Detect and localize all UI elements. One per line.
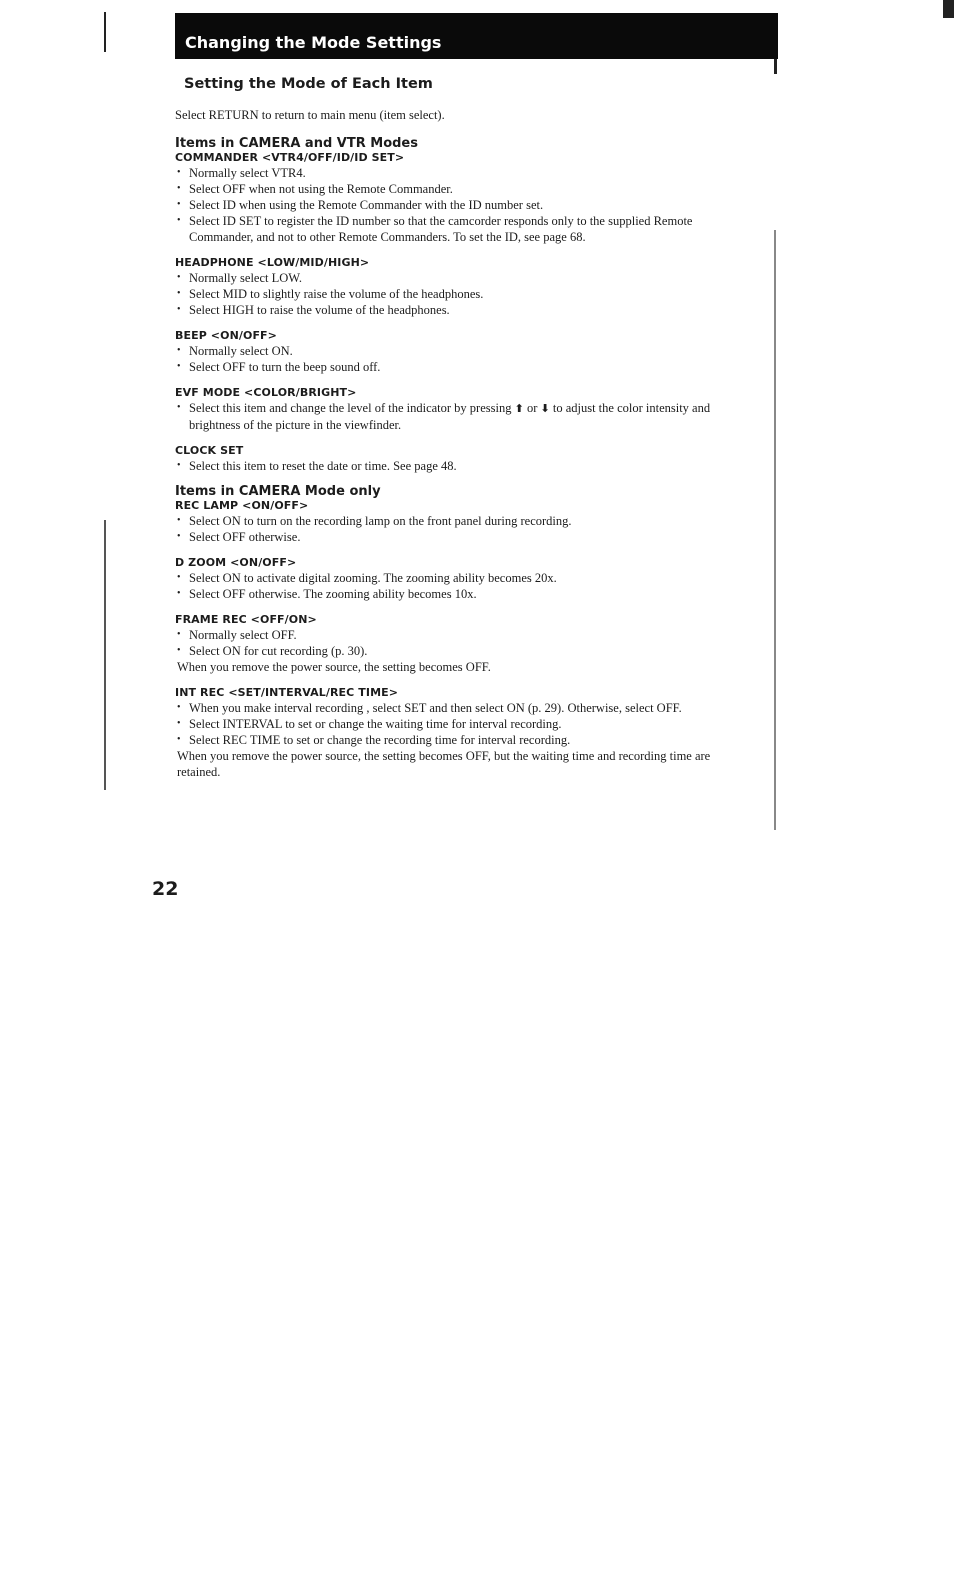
menu-item-frame-rec	[175, 613, 755, 675]
bullet-list	[175, 400, 755, 433]
down-arrow-icon: ⬇	[540, 402, 550, 415]
menu-item-evf-mode	[175, 386, 755, 433]
group-heading: Items in CAMERA Mode only	[175, 484, 381, 499]
bullet-list	[175, 270, 755, 318]
list-item: • Select OFF otherwise. The zooming ability becomes 10x.	[175, 586, 755, 602]
page-title: Changing the Mode Settings	[185, 33, 442, 52]
item-title: EVF MODE <COLOR/BRIGHT>	[175, 386, 357, 399]
main-content	[175, 76, 755, 780]
list-item: • Select ID SET to register the ID number so that the camcorder responds only to the supplied Remote Commander, and not to other Remote Commanders. To set the ID, see page 68.	[175, 213, 755, 245]
list-item: • Normally select OFF.	[175, 627, 755, 643]
bullet-list	[175, 700, 755, 748]
list-item: • Select OFF to turn the beep sound off.	[175, 359, 755, 375]
evf-text-or: or	[526, 401, 538, 415]
item-title: REC LAMP <ON/OFF>	[175, 499, 309, 512]
menu-item-rec-lamp	[175, 499, 755, 545]
bullet-list	[175, 458, 755, 474]
list-item: • Normally select LOW.	[175, 270, 755, 286]
item-title: BEEP <ON/OFF>	[175, 329, 277, 342]
menu-item-int-rec	[175, 686, 755, 780]
item-title: CLOCK SET	[175, 444, 244, 457]
list-item: • Select MID to slightly raise the volume of the headphones.	[175, 286, 755, 302]
scan-edge-mark	[943, 0, 954, 18]
list-item: • Select ON to activate digital zooming. The zooming ability becomes 20x.	[175, 570, 755, 586]
list-item: • Select OFF when not using the Remote Commander.	[175, 181, 755, 197]
list-item: • Select HIGH to raise the volume of the headphones.	[175, 302, 755, 318]
list-item: • Select REC TIME to set or change the recording time for interval recording.	[175, 732, 755, 748]
scan-edge-mark	[104, 12, 106, 52]
list-item	[175, 400, 755, 433]
bullet-list	[175, 627, 755, 659]
item-title: COMMANDER <VTR4/OFF/ID/ID SET>	[175, 151, 405, 164]
header-banner	[175, 13, 778, 59]
evf-text-after: to adjust the color intensity and brightness of the picture in the viewfinder.	[189, 401, 711, 432]
note-text: When you remove the power source, the setting becomes OFF.	[177, 660, 491, 674]
menu-item-d-zoom	[175, 556, 755, 602]
list-item: • Normally select ON.	[175, 343, 755, 359]
up-arrow-icon: ⬆	[514, 402, 524, 415]
page-number: 22	[152, 878, 179, 900]
item-title: INT REC <SET/INTERVAL/REC TIME>	[175, 686, 399, 699]
list-item: • Select ON to turn on the recording lamp on the front panel during recording.	[175, 513, 755, 529]
menu-item-clock-set	[175, 444, 755, 474]
item-title: HEADPHONE <LOW/MID/HIGH>	[175, 256, 370, 269]
menu-item-commander	[175, 151, 755, 245]
scan-edge-mark	[104, 520, 106, 790]
group-heading: Items in CAMERA and VTR Modes	[175, 136, 418, 151]
list-item: • When you make interval recording , select SET and then select ON (p. 29). Otherwise, select OFF.	[175, 700, 755, 716]
bullet-list	[175, 570, 755, 602]
evf-text-before: Select this item and change the level of the indicator by pressing	[189, 401, 512, 415]
note-text: When you remove the power source, the setting becomes OFF, but the waiting time and recording time are retained.	[177, 749, 711, 779]
list-item: • Select this item to reset the date or time. See page 48.	[175, 458, 755, 474]
list-item: • Select INTERVAL to set or change the waiting time for interval recording.	[175, 716, 755, 732]
list-item: • Select ID when using the Remote Commander with the ID number set.	[175, 197, 755, 213]
list-item: • Select ON for cut recording (p. 30).	[175, 643, 755, 659]
intro-text: Select RETURN to return to main menu (item select).	[175, 108, 445, 122]
list-item: • Select OFF otherwise.	[175, 529, 755, 545]
scan-edge-mark	[774, 230, 776, 830]
item-title: FRAME REC <OFF/ON>	[175, 613, 317, 626]
bullet-list	[175, 343, 755, 375]
item-title: D ZOOM <ON/OFF>	[175, 556, 297, 569]
list-item: • Normally select VTR4.	[175, 165, 755, 181]
menu-item-beep	[175, 329, 755, 375]
bullet-list	[175, 165, 755, 245]
bullet-list	[175, 513, 755, 545]
menu-item-headphone	[175, 256, 755, 318]
section-title: Setting the Mode of Each Item	[184, 76, 433, 92]
